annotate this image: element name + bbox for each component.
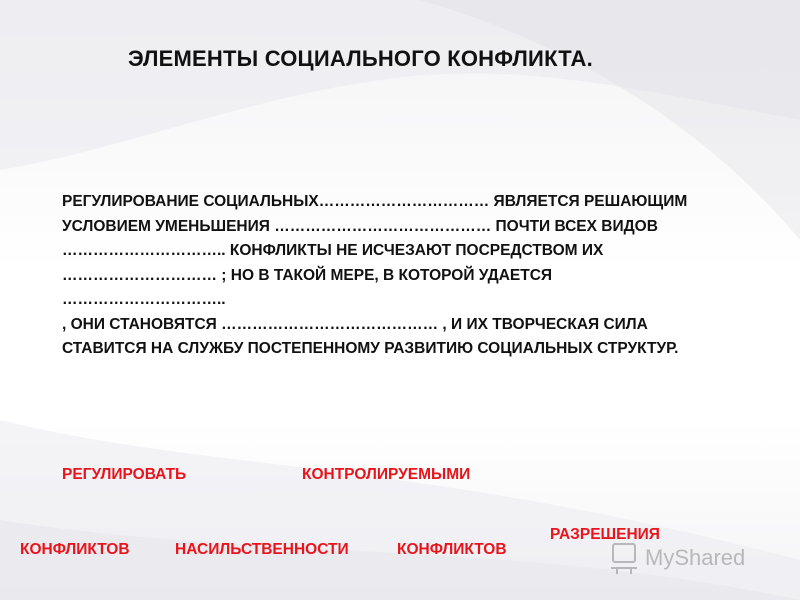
watermark-text: MyShared [645,545,746,570]
answer-word-nasilstvennosti[interactable]: НАСИЛЬСТВЕННОСТИ [175,541,349,558]
body-line: ………………………….. [62,291,226,308]
answer-word-konfliktov-1[interactable]: КОНФЛИКТОВ [20,541,130,558]
presentation-board-icon [611,544,637,574]
body-line: РЕГУЛИРОВАНИЕ СОЦИАЛЬНЫХ…………………………… ЯВЛЯЕТСЯ РЕШАЮЩИМ [62,193,688,210]
answer-word-kontroliruemymi[interactable]: КОНТРОЛИРУЕМЫМИ [302,466,471,483]
slide-title: ЭЛЕМЕНТЫ СОЦИАЛЬНОГО КОНФЛИКТА. [128,46,593,71]
body-line: УСЛОВИЕМ УМЕНЬШЕНИЯ …………………………………… ПОЧТИ ВСЕХ ВИДОВ [62,217,658,235]
body-line: СТАВИТСЯ НА СЛУЖБУ ПОСТЕПЕННОМУ РАЗВИТИЮ СОЦИАЛЬНЫХ СТРУКТУР. [62,340,679,357]
body-line: , ОНИ СТАНОВЯТСЯ …………………………………… , И ИХ ТВОРЧЕСКАЯ СИЛА [62,315,648,333]
answer-word-regulirovat[interactable]: РЕГУЛИРОВАТЬ [62,466,187,483]
answer-word-razresheniya[interactable]: РАЗРЕШЕНИЯ [550,526,660,543]
body-line: ………………………….. КОНФЛИКТЫ НЕ ИСЧЕЗАЮТ ПОСРЕДСТВОМ ИХ [62,242,604,259]
watermark-logo [605,538,765,578]
body-line: ………………………… ; НО В ТАКОЙ МЕРЕ, В КОТОРОЙ УДАЕТСЯ [62,266,553,284]
answer-word-konfliktov-2[interactable]: КОНФЛИКТОВ [397,541,507,558]
body-paragraph [62,190,762,362]
